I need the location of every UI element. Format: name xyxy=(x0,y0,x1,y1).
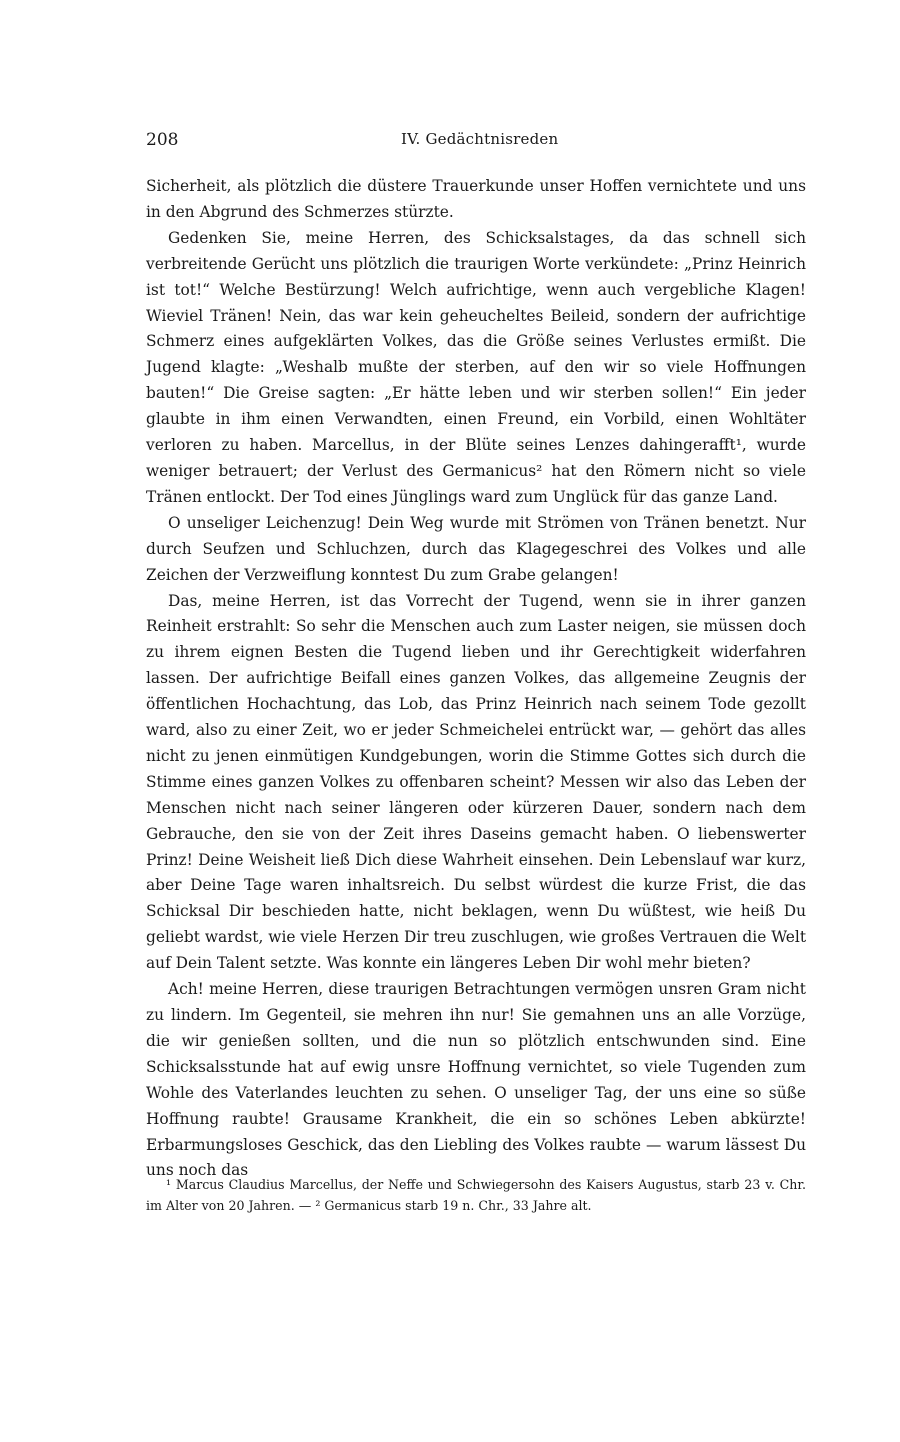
running-head xyxy=(146,130,804,154)
paragraph-vorrecht-der-tugend: Das, meine Herren, ist das Vorrecht der Tugend, wenn sie in ihrer ganzen Reinheit erstrahlt: So sehr die Menschen auch zum Laster neigen, sie müssen doch zu ihrem eignen Besten die Tugend lieben und ihr Gerechtigkeit widerfahren lassen. Der aufrichtige Beifall eines ganzen Volkes, das allgemeine Zeugnis der öffentlichen Hochachtung, das Lob, das Prinz Heinrich nach seinem Tode gezollt ward, also zu einer Zeit, wo er jeder Schmeichelei entrückt war, — gehört das alles nicht zu jenen einmütigen Kundgebungen, worin die Stimme Gottes sich durch die Stimme eines ganzen Volkes zu offenbaren scheint? Messen wir also das Leben der Menschen nicht nach seiner längeren oder kürzeren Dauer, sondern nach dem Gebrauche, den sie von der Zeit ihres Daseins gemacht haben. O liebenswerter Prinz! Deine Weisheit ließ Dich diese Wahrheit einsehen. Dein Lebenslauf war kurz, aber Deine Tage waren inhaltsreich. Du selbst würdest die kurze Frist, die das Schicksal Dir beschieden hatte, nicht beklagen, wenn Du wüßtest, wie heiß Du geliebt wardst, wie viele Herzen Dir treu zuschlugen, wie großes Vertrauen die Welt auf Dein Talent setzte. Was konnte ein längeres Leben Dir wohl mehr bieten? xyxy=(146,591,806,973)
paragraph-leichenzug: O unseliger Leichenzug! Dein Weg wurde mit Strömen von Tränen benetzt. Nur durch Seufzen und Schluchzen, durch das Klagegeschrei des Volkes und alle Zeichen der Verzweiflung konntest Du zum Grabe gelangen! xyxy=(146,513,806,584)
paragraph-betrachtungen: Ach! meine Herren, diese traurigen Betrachtungen vermögen unsren Gram nicht zu lindern. Im Gegenteil, sie mehren ihn nur! Sie gemahnen uns an alle Vorzüge, die wir genießen sollten, und die nun so plötzlich entschwunden sind. Eine Schicksalsstunde hat auf ewig unsre Hoffnung vernichtet, so viele Tugenden zum Wohle des Vaterlandes leuchten zu sehen. O unseliger Tag, der uns eine so süße Hoffnung raubte! Grausame Krankheit, die ein so schönes Leben abkürzte! Erbarmungsloses Geschick, das den Liebling des Volkes raubte — warum lässest Du uns noch das xyxy=(146,980,806,1180)
page-number: 208 xyxy=(146,130,179,150)
body-text xyxy=(146,174,806,1184)
paragraph-schicksalstag: Gedenken Sie, meine Herren, des Schicksalstages, da das schnell sich verbreitende Gerücht uns plötzlich die traurigen Worte verkündete: „Prinz Heinrich ist tot!“ Welche Bestürzung! Welch aufrichtige, wenn auch vergebliche Klagen! Wieviel Tränen! Nein, das war kein geheucheltes Beileid, sondern der aufrichtige Schmerz eines aufgeklärten Volkes, das die Größe seines Verlustes ermißt. Die Jugend klagte: „Weshalb mußte der sterben, auf den wir so viele Hoffnungen bauten!“ Die Greise sagten: „Er hätte leben und wir sterben sollen!“ Ein jeder glaubte in ihm einen Verwandten, einen Freund, ein Vorbild, einen Wohltäter verloren zu haben. Marcellus, in der Blüte seines Lenzes dahingerafft¹, wurde weniger betrauert; der Verlust des Germanicus² hat den Römern nicht so viele Tränen entlockt. Der Tod eines Jünglings ward zum Unglück für das ganze Land. xyxy=(146,228,806,506)
chapter-title: IV. Gedächtnisreden xyxy=(401,130,559,148)
footnote-text: ¹ Marcus Claudius Marcellus, der Neffe und Schwiegersohn des Kaisers Augustus, starb 23 v. Chr. im Alter von 20 Jahren. — ² Germanicus starb 19 n. Chr., 33 Jahre alt. xyxy=(146,1177,806,1213)
footnotes xyxy=(146,1174,806,1216)
paragraph-continuation: Sicherheit, als plötzlich die düstere Trauerkunde unser Hoffen vernichtete und uns in den Abgrund des Schmerzes stürzte. xyxy=(146,177,806,221)
